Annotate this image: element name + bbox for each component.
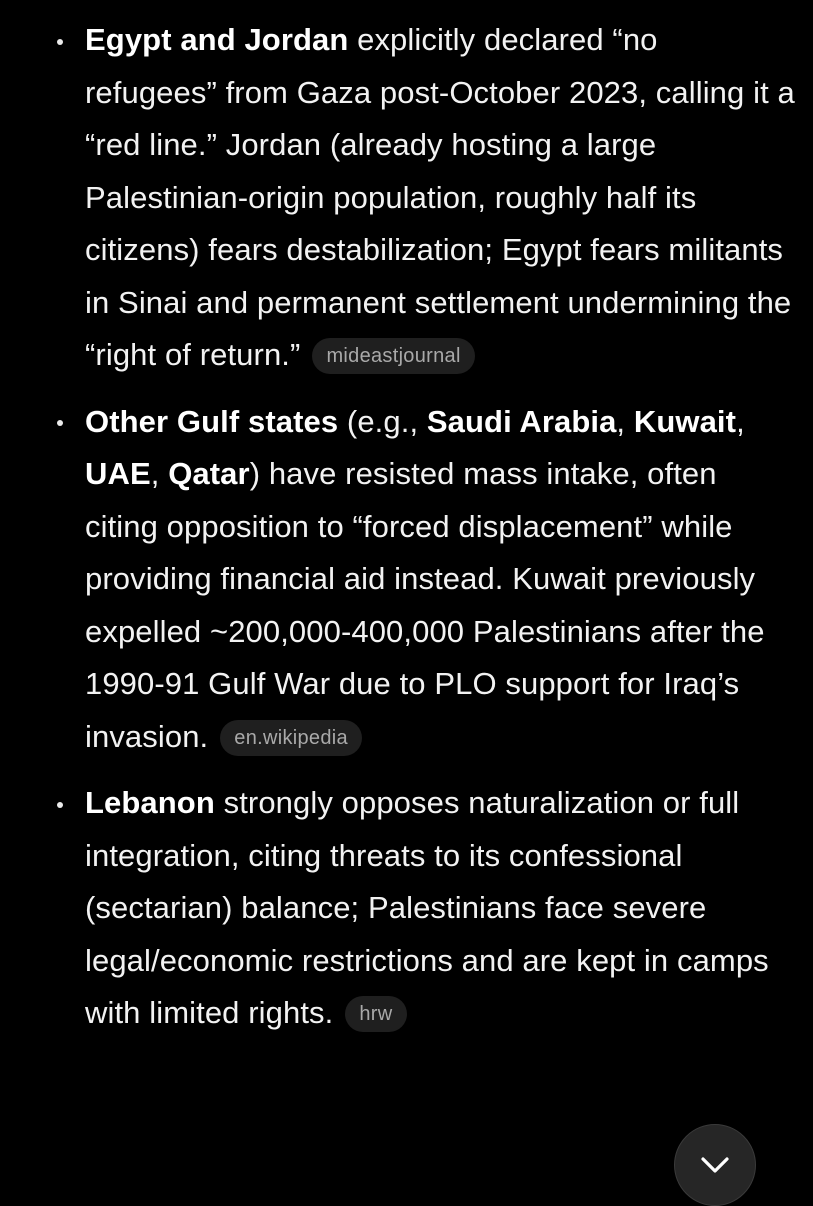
list-item-text: Egypt and Jordan explicitly declared “no refugees” from Gaza post-October 2023, calling it a “red line.” Jordan (already hosting a large Palestinian-origin population, roughly half its citizens) fears destabilization; Egypt fears militants in Sinai and permanent settlement undermining the “right of return.” (85, 22, 795, 372)
list-item (0, 777, 813, 1040)
bullet-list (0, 14, 813, 1040)
bold-term: Kuwait (633, 403, 737, 439)
source-chip[interactable]: hrw (345, 996, 406, 1032)
bold-term: Other Gulf states (85, 403, 339, 439)
list-item-text: Other Gulf states (e.g., Saudi Arabia, Kuwait, UAE, Qatar) have resisted mass intake, often citing opposition to “forced displacement” while providing financial aid instead. Kuwait previously expelled ~200,000-400,000 Palestinians after the 1990-91 Gulf War due to PLO support for Iraq’s invasion. (85, 403, 765, 754)
bullet-dot-icon (52, 14, 68, 67)
chevron-down-icon (700, 1156, 730, 1174)
list-item-text: Lebanon strongly opposes naturalization or full integration, citing threats to its confessional (sectarian) balance; Palestinians face severe legal/economic restrictions and are kept in camps with limited rights. (85, 785, 769, 1030)
list-item (0, 14, 813, 382)
bold-term: UAE (85, 456, 151, 491)
scroll-down-button[interactable] (674, 1124, 756, 1206)
bold-term: Egypt and Jordan (85, 22, 349, 57)
bullet-dot-icon (52, 396, 68, 449)
bold-term: Qatar (168, 456, 250, 491)
bold-term: Lebanon (85, 785, 215, 820)
source-chip[interactable]: en.wikipedia (220, 720, 362, 756)
bullet-dot-icon (52, 777, 68, 830)
bold-term: Saudi Arabia (426, 403, 617, 439)
list-item (0, 396, 813, 764)
source-chip[interactable]: mideastjournal (312, 338, 474, 374)
